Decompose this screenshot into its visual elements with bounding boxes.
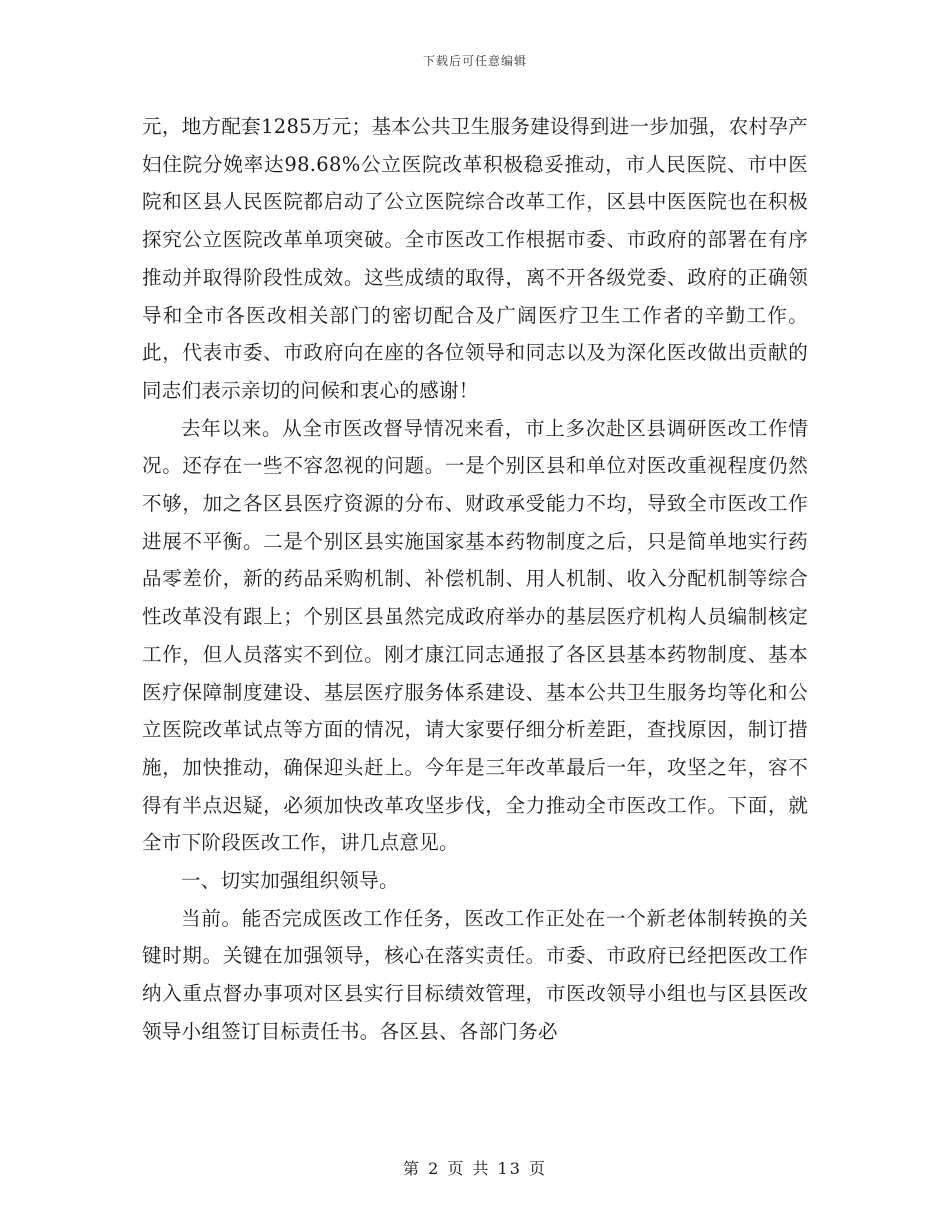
paragraph-3: 当前。能否完成医改工作任务，医改工作正处在一个新老体制转换的关键时期。关键在加强领导，核心在落实责任。市委、市政府已经把医改工作纳入重点督办事项对区县实行目标绩效管理，市医改领导小组也与区县医改领导小组签订目标责任书。各区县、各部门务必 [142,906,808,1043]
document-body [142,108,808,1051]
paragraph-2: 去年以来。从全市医改督导情况来看，市上多次赴区县调研医改工作情况。还存在一些不容忽视的问题。一是个别区县和单位对医改重视程度仍然不够，加之各区县医疗资源的分布、财政承受能力不均，导致全市医改工作进展不平衡。二是个别区县实施国家基本药物制度之后，只是简单地实行药品零差价，新的药品采购机制、补偿机制、用人机制、收入分配机制等综合性改革没有跟上；个别区县虽然完成政府举办的基层医疗机构人员编制核定工作，但人员落实不到位。刚才康江同志通报了各区县基本药物制度、基本医疗保障制度建设、基层医疗服务体系建设、基本公共卫生服务均等化和公立医院改革试点等方面的情况，请大家要仔细分析差距，查找原因，制订措施，加快推动，确保迎头赶上。今年是三年改革最后一年，攻坚之年，容不得有半点迟疑，必须加快改革攻坚步伐，全力推动全市医改工作。下面，就全市下阶段医改工作，讲几点意见。 [142,416,808,855]
page-header: 下载后可任意编辑 [422,54,527,68]
section-heading: 一、切实加强组织领导。 [181,869,399,893]
paragraph-1: 元，地方配套1285万元；基本公共卫生服务建设得到进一步加强，农村孕产妇住院分娩率达98.68%公立医院改革积极稳妥推动，市人民医院、市中医院和区县人民医院都启动了公立医院综合改革工作，区县中医医院也在积极探究公立医院改革单项突破。全市医改工作根据市委、市政府的部署在有序推动并取得阶段性成效。这些成绩的取得，离不开各级党委、政府的正确领导和全市各医改相关部门的密切配合及广阔医疗卫生工作者的辛勤工作。此，代表市委、市政府向在座的各位领导和同志以及为深化医改做出贡献的同志们表示亲切的问候和衷心的感谢！ [142,115,808,402]
page-number: 第 2 页 共 13 页 [403,1159,547,1178]
